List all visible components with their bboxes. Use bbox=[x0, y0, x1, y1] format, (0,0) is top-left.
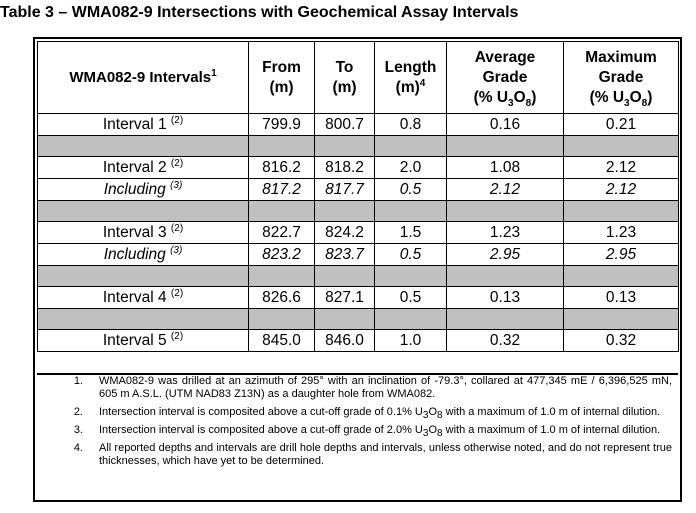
separator-row bbox=[38, 201, 679, 222]
maximum-grade-cell: 0.21 bbox=[564, 114, 679, 136]
length-cell: 0.8 bbox=[375, 114, 447, 136]
table-title: Table 3 – WMA082-9 Intersections with Geochemical Assay Intervals bbox=[0, 4, 519, 21]
footnotes bbox=[37, 373, 678, 468]
footnote-number: 3. bbox=[73, 424, 83, 436]
interval-label: Interval 4 $^{(2)}$ bbox=[38, 287, 249, 309]
interval-label: Including $^{(3)}$ bbox=[38, 244, 249, 266]
footnote-number: 1. bbox=[73, 375, 83, 387]
separator-row bbox=[38, 136, 679, 157]
from-cell: 845.0 bbox=[249, 330, 315, 352]
average-grade-cell: 2.12 bbox=[447, 179, 564, 201]
table-row bbox=[38, 157, 679, 179]
table-row bbox=[38, 287, 679, 309]
maximum-grade-cell: 2.12 bbox=[564, 157, 679, 179]
interval-label: Interval 3 $^{(2)}$ bbox=[38, 222, 249, 244]
table-row-including bbox=[38, 179, 679, 201]
footnote-text: Intersection interval is composited above a cut-off grade of 2.0% $U_3O_8$ with a maximum of 1.0 m of internal dilution. bbox=[99, 424, 661, 440]
to-cell: 818.2 bbox=[315, 157, 375, 179]
length-cell: 1.5 bbox=[375, 222, 447, 244]
header-row bbox=[38, 42, 679, 114]
to-cell: 846.0 bbox=[315, 330, 375, 352]
header-average-grade: Average Grade (% $U_3O_8$) bbox=[447, 42, 564, 114]
maximum-grade-cell: 0.32 bbox=[564, 330, 679, 352]
interval-label: Interval 2 $^{(2)}$ bbox=[38, 157, 249, 179]
footnote-number: 4. bbox=[73, 442, 83, 454]
assay-table-frame bbox=[33, 37, 682, 502]
maximum-grade-cell: 2.95 bbox=[564, 244, 679, 266]
from-cell: 817.2 bbox=[249, 179, 315, 201]
footnote-text: Intersection interval is composited above a cut-off grade of 0.1% $U_3O_8$ with a maximum of 1.0 m of internal dilution. bbox=[99, 406, 661, 422]
interval-label: Including $^{(3)}$ bbox=[38, 179, 249, 201]
assay-table bbox=[37, 41, 679, 352]
from-cell: 823.2 bbox=[249, 244, 315, 266]
to-cell: 823.7 bbox=[315, 244, 375, 266]
from-cell: 799.9 bbox=[249, 114, 315, 136]
to-cell: 824.2 bbox=[315, 222, 375, 244]
length-cell: 0.5 bbox=[375, 287, 447, 309]
maximum-grade-cell: 2.12 bbox=[564, 179, 679, 201]
footnote-text: WMA082-9 was drilled at an azimuth of 295° with an inclination of -79.3°, collared at 477,345 mE / 6,396,525 mN, 605 m A.S.L. (UTM NAD83 Z13N) as a daughter hole from WMA082. bbox=[99, 375, 672, 400]
maximum-grade-cell: 1.23 bbox=[564, 222, 679, 244]
average-grade-cell: 0.13 bbox=[447, 287, 564, 309]
separator-row bbox=[38, 266, 679, 287]
length-cell: 2.0 bbox=[375, 157, 447, 179]
table-row-including bbox=[38, 244, 679, 266]
maximum-grade-cell: 0.13 bbox=[564, 287, 679, 309]
length-cell: 0.5 bbox=[375, 179, 447, 201]
to-cell: 817.7 bbox=[315, 179, 375, 201]
from-cell: 826.6 bbox=[249, 287, 315, 309]
table-row bbox=[38, 330, 679, 352]
from-cell: 822.7 bbox=[249, 222, 315, 244]
header-maximum-grade: Maximum Grade (% $U_3O_8$) bbox=[564, 42, 679, 114]
header-to: To (m) bbox=[315, 42, 375, 114]
table-row bbox=[38, 222, 679, 244]
average-grade-cell: 0.32 bbox=[447, 330, 564, 352]
separator-row bbox=[38, 309, 679, 330]
footnote-2 bbox=[37, 406, 678, 422]
table-row bbox=[38, 114, 679, 136]
to-cell: 827.1 bbox=[315, 287, 375, 309]
to-cell: 800.7 bbox=[315, 114, 375, 136]
footnote-text: All reported depths and intervals are drill hole depths and intervals, unless otherwise noted, and do not represent true thicknesses, which have yet to be determined. bbox=[99, 442, 672, 467]
average-grade-cell: 1.23 bbox=[447, 222, 564, 244]
length-cell: 0.5 bbox=[375, 244, 447, 266]
footnote-4 bbox=[37, 442, 678, 468]
length-cell: 1.0 bbox=[375, 330, 447, 352]
header-length: Length $(m)^4$ bbox=[375, 42, 447, 114]
interval-label: Interval 1 $^{(2)}$ bbox=[38, 114, 249, 136]
footnote-number: 2. bbox=[73, 406, 83, 418]
average-grade-cell: 1.08 bbox=[447, 157, 564, 179]
header-intervals: WMA082-9 Intervals$^1$ bbox=[38, 42, 249, 114]
header-from: From (m) bbox=[249, 42, 315, 114]
average-grade-cell: 0.16 bbox=[447, 114, 564, 136]
interval-label: Interval 5 $^{(2)}$ bbox=[38, 330, 249, 352]
footnote-3 bbox=[37, 424, 678, 440]
footnote-1 bbox=[37, 375, 678, 401]
average-grade-cell: 2.95 bbox=[447, 244, 564, 266]
from-cell: 816.2 bbox=[249, 157, 315, 179]
